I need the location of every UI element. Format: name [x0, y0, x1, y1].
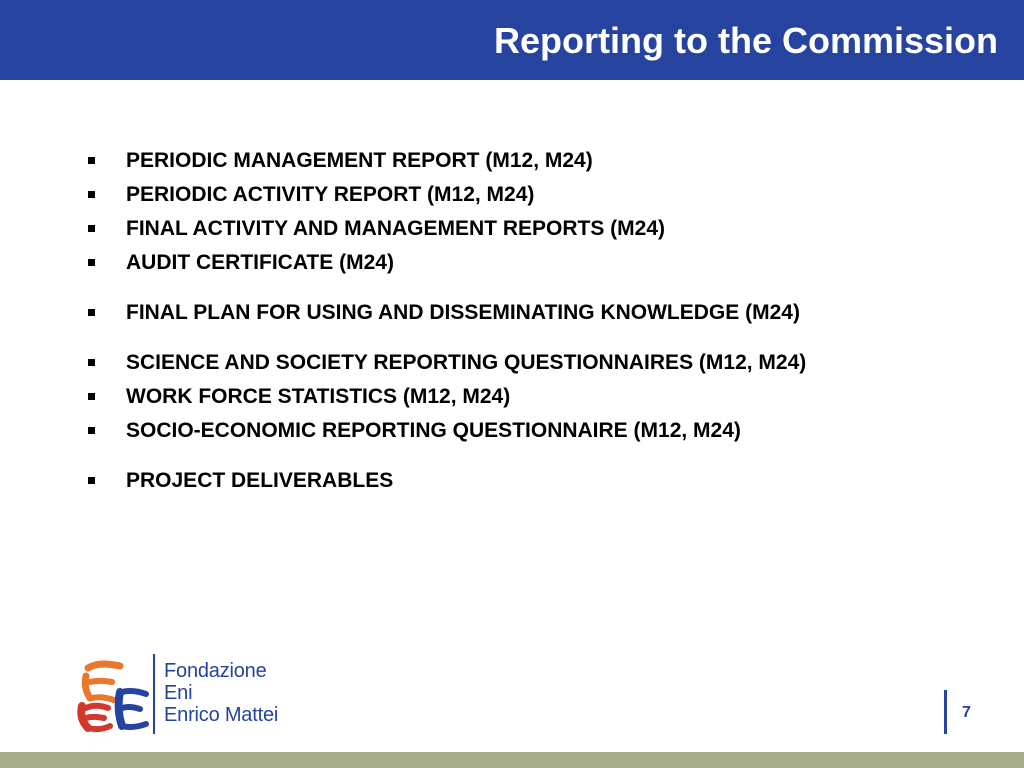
feem-logo	[76, 654, 306, 736]
bullet-item-socio-economic-questionnaire	[88, 418, 928, 444]
bullet-text: SOCIO-ECONOMIC REPORTING QUESTIONNAIRE (M12, M24)	[126, 419, 741, 442]
bullet-text: PERIODIC ACTIVITY REPORT (M12, M24)	[126, 183, 535, 206]
square-bullet-icon	[88, 191, 95, 198]
bullet-text: FINAL ACTIVITY AND MANAGEMENT REPORTS (M24)	[126, 217, 666, 240]
bullet-item-audit-certificate	[88, 250, 928, 276]
bullet-text: SCIENCE AND SOCIETY REPORTING QUESTIONNAIRES (M12, M24)	[126, 351, 807, 374]
bullet-text: PERIODIC MANAGEMENT REPORT (M12, M24)	[126, 149, 593, 172]
logo-line-eni: Eni	[164, 682, 193, 704]
bullet-text: PROJECT DELIVERABLES	[126, 469, 394, 492]
bullet-item-periodic-activity-report	[88, 182, 928, 208]
footer-band	[0, 752, 1024, 768]
bullet-item-final-plan-knowledge	[88, 300, 928, 326]
square-bullet-icon	[88, 157, 95, 164]
square-bullet-icon	[88, 225, 95, 232]
bullet-item-final-activity-management-reports	[88, 216, 928, 242]
square-bullet-icon	[88, 393, 95, 400]
bullet-text: FINAL PLAN FOR USING AND DISSEMINATING KNOWLEDGE (M24)	[126, 301, 800, 324]
square-bullet-icon	[88, 309, 95, 316]
bullet-item-project-deliverables	[88, 468, 928, 494]
page-number: 7	[962, 704, 971, 721]
bullet-item-science-society-questionnaires	[88, 350, 928, 376]
bullet-list	[88, 148, 928, 502]
logo-line-fondazione: Fondazione	[164, 660, 267, 682]
feem-logo-mark-icon	[76, 654, 152, 736]
page-number-divider	[944, 690, 947, 734]
bullet-item-work-force-statistics	[88, 384, 928, 410]
bullet-text: WORK FORCE STATISTICS (M12, M24)	[126, 385, 511, 408]
title-bar	[0, 0, 1024, 80]
square-bullet-icon	[88, 259, 95, 266]
logo-line-enrico-mattei: Enrico Mattei	[164, 704, 279, 726]
square-bullet-icon	[88, 477, 95, 484]
logo-wordmark	[164, 660, 278, 726]
square-bullet-icon	[88, 359, 95, 366]
square-bullet-icon	[88, 427, 95, 434]
bullet-text: AUDIT CERTIFICATE (M24)	[126, 251, 394, 274]
logo-divider	[153, 654, 155, 734]
bullet-item-periodic-management-report	[88, 148, 928, 174]
page-title: Reporting to the Commission	[494, 20, 998, 61]
